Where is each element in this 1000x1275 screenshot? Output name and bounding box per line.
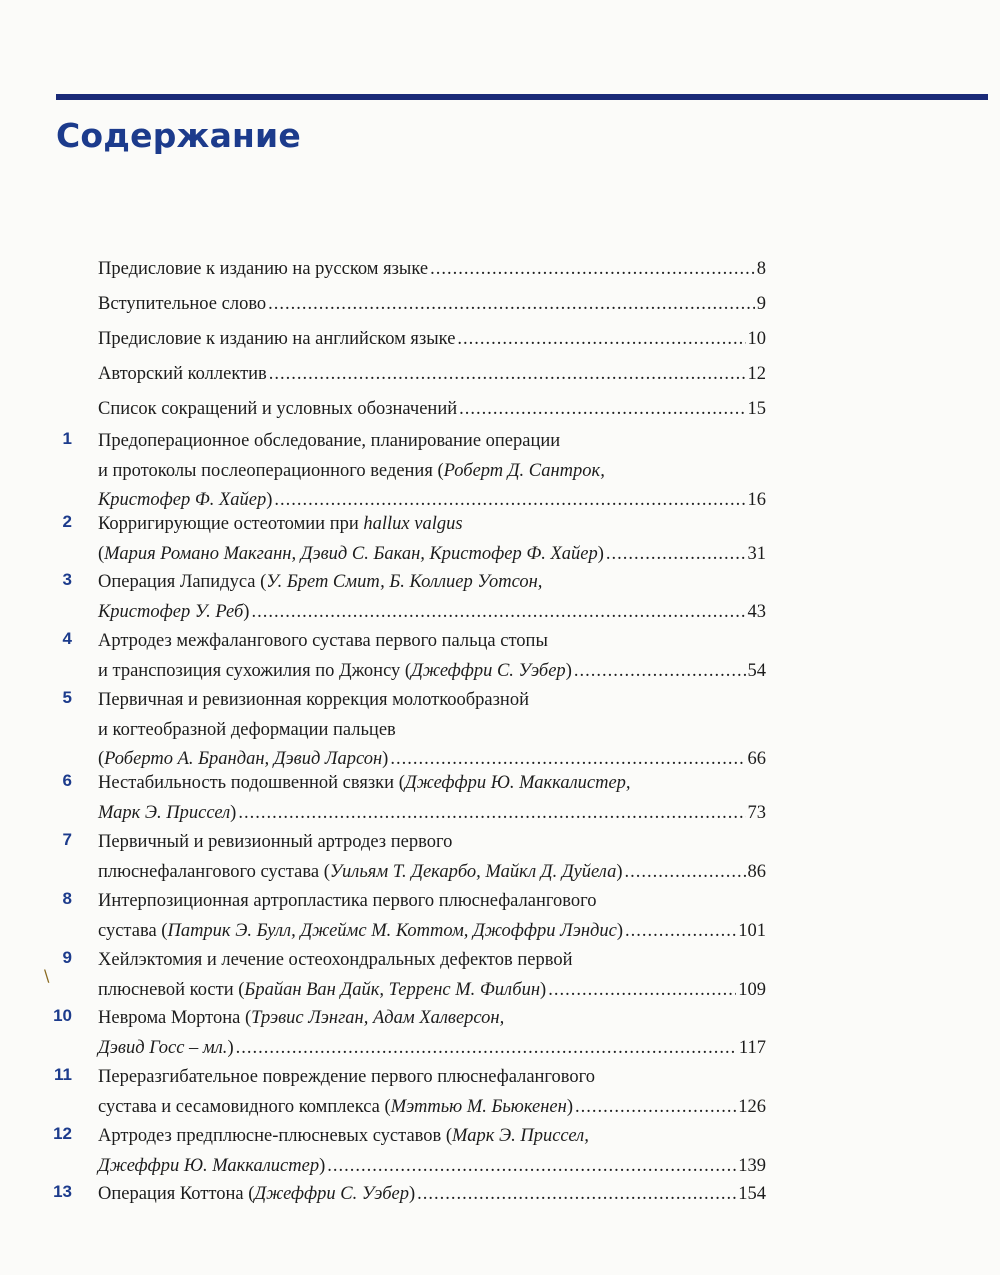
- chapter-number: 2: [62, 512, 72, 531]
- entry-line-text: [98, 657, 572, 687]
- entry-last-line: [98, 1180, 766, 1210]
- entry-line: [98, 1063, 766, 1093]
- entry-line-text: [98, 325, 455, 355]
- entry-title: [98, 769, 766, 828]
- chapter-number: 11: [54, 1065, 72, 1084]
- entry-title: [98, 828, 766, 887]
- page-number: 154: [738, 1184, 766, 1204]
- entry-text: Предисловие к изданию на русском языке: [98, 259, 429, 279]
- entry-text: ): [616, 861, 623, 882]
- entry-text: Предисловие к изданию на английском языке: [98, 329, 456, 349]
- entry-text: плюснефалангового сустава (: [98, 861, 330, 882]
- entry-authors: Джеффри С. Уэбер: [411, 660, 566, 681]
- entry-line: [98, 1122, 766, 1152]
- entry-text: Предоперационное обследование, планирование операции: [98, 431, 561, 451]
- entry-text: Неврома Мортона (: [98, 1008, 252, 1028]
- entry-title: [98, 510, 766, 569]
- page-number: 8: [756, 259, 766, 279]
- dot-leader: [430, 255, 755, 285]
- entry-last-line: [98, 917, 766, 947]
- entry-text: Интерпозиционная артропластика первого плюснефалангового: [98, 891, 597, 911]
- entry-authors: hallux valgus: [363, 514, 463, 534]
- entry-text: (: [98, 749, 105, 769]
- chapter-number: 10: [53, 1006, 72, 1025]
- entry-line-text: [98, 976, 546, 1006]
- entry-authors: Марк Э. Приссел: [98, 802, 231, 823]
- page-number: 16: [747, 490, 766, 510]
- entry-last-line: [98, 1093, 766, 1123]
- dot-leader: [251, 598, 745, 628]
- entry-last-line: [98, 540, 766, 570]
- page-number: 139: [738, 1155, 766, 1176]
- entry-line: [98, 510, 766, 540]
- chapter-number: 4: [62, 629, 72, 648]
- entry-title: [98, 568, 766, 627]
- entry-title: [98, 627, 766, 686]
- entry-title: [98, 1063, 766, 1122]
- entry-text: ): [540, 979, 547, 1000]
- page-number: 126: [738, 1096, 766, 1117]
- entry-text: сустава (: [98, 920, 168, 941]
- page-number: 66: [747, 749, 766, 769]
- dot-leader: [268, 290, 755, 320]
- margin-mark: \: [44, 966, 50, 985]
- entry-authors: Дэвид Госс – мл.: [98, 1037, 228, 1058]
- entry-line-text: [98, 1152, 325, 1182]
- entry-text: ): [230, 802, 237, 823]
- entry-authors: Уильям Т. Декарбо, Майкл Д. Дуйела: [329, 861, 617, 882]
- entry-text: ): [408, 1184, 416, 1204]
- entry-line-text: [98, 799, 236, 829]
- entry-authors: Кристофер Ф. Хайер: [98, 490, 267, 510]
- entry-text: Список сокращений и условных обозначений: [98, 399, 458, 419]
- entry-authors: Джеффри Ю. Маккалистер,: [404, 773, 631, 793]
- entry-title: [98, 395, 766, 425]
- entry-title: [98, 427, 766, 516]
- entry-text: Нестабильность подошвенной связки (: [98, 773, 405, 793]
- entry-last-line: [98, 255, 766, 285]
- page-number: 12: [747, 364, 766, 384]
- page-title: Содержание: [56, 116, 301, 155]
- entry-text: Операция Коттона (: [98, 1184, 255, 1204]
- entry-title: [98, 360, 766, 390]
- chapter-number: 9: [62, 948, 72, 967]
- entry-line-text: [98, 360, 267, 390]
- dot-leader: [548, 976, 736, 1006]
- dot-leader: [625, 858, 746, 888]
- entry-line: [98, 686, 766, 716]
- chapter-number: 12: [53, 1124, 72, 1143]
- entry-last-line: [98, 290, 766, 320]
- chapter-number: 5: [62, 688, 72, 707]
- entry-authors: Трэвис Лэнган, Адам Халверсон,: [251, 1008, 505, 1028]
- entry-text: Переразгибательное повреждение первого плюснефалангового: [98, 1067, 596, 1087]
- chapter-number: 13: [53, 1182, 72, 1201]
- entry-line: [98, 716, 766, 746]
- entry-line: [98, 828, 766, 858]
- entry-text: Операция Лапидуса (: [98, 572, 267, 592]
- entry-line-text: [98, 540, 604, 570]
- dot-leader: [606, 540, 746, 570]
- entry-title: [98, 1122, 766, 1181]
- entry-last-line: [98, 799, 766, 829]
- entry-last-line: [98, 1152, 766, 1182]
- entry-text: и транспозиция сухожилия по Джонсу (: [98, 660, 412, 681]
- chapter-number: 8: [62, 889, 72, 908]
- page-number: 73: [747, 802, 766, 823]
- entry-text: и когтеобразной деформации пальцев: [98, 719, 396, 740]
- dot-leader: [269, 360, 746, 390]
- page-number: 86: [747, 861, 766, 882]
- entry-text: Авторский коллектив: [98, 364, 267, 384]
- entry-line-text: [98, 917, 623, 947]
- entry-text: (: [98, 543, 105, 564]
- entry-title: [98, 887, 766, 946]
- entry-line: [98, 769, 766, 799]
- dot-leader: [625, 917, 736, 947]
- entry-text: сустава и сесамовидного комплекса (: [98, 1096, 391, 1117]
- chapter-number: 3: [62, 570, 72, 589]
- entry-text: ): [243, 601, 250, 622]
- header-rule: [56, 94, 988, 100]
- dot-leader: [417, 1180, 736, 1210]
- dot-leader: [574, 657, 746, 687]
- entry-authors: Мэттью М. Бьюкенен: [390, 1096, 567, 1117]
- dot-leader: [459, 395, 745, 425]
- entry-line-text: [98, 290, 266, 320]
- entry-last-line: [98, 976, 766, 1006]
- entry-text: Первичный и ревизионный артродез первого: [98, 832, 453, 852]
- entry-text: Первичная и ревизионная коррекция молоткообразной: [98, 690, 529, 710]
- dot-leader: [238, 799, 745, 829]
- entry-authors: Кристофер У. Реб: [98, 601, 244, 622]
- entry-text: ): [382, 749, 389, 769]
- entry-text: Артродез предплюсне-плюсневых суставов (: [98, 1126, 453, 1146]
- entry-line-text: [98, 858, 623, 888]
- entry-text: Корригирующие остеотомии при: [98, 514, 364, 534]
- entry-line-text: [98, 598, 249, 628]
- entry-text: ): [266, 490, 273, 510]
- entry-authors: Брайан Ван Дайк, Терренс М. Филбин: [244, 979, 541, 1000]
- page-number: 43: [747, 601, 766, 622]
- dot-leader: [327, 1152, 736, 1182]
- entry-last-line: [98, 858, 766, 888]
- page-number: 54: [747, 660, 766, 681]
- dot-leader: [236, 1034, 737, 1064]
- entry-line: [98, 457, 766, 487]
- entry-text: ): [319, 1155, 326, 1176]
- entry-title: [98, 686, 766, 775]
- entry-line: [98, 946, 766, 976]
- entry-title: [98, 290, 766, 320]
- entry-line: [98, 1004, 766, 1034]
- page-number: 9: [756, 294, 766, 314]
- entry-title: [98, 1004, 766, 1063]
- entry-text: ): [566, 1096, 573, 1117]
- entry-last-line: [98, 395, 766, 425]
- entry-last-line: [98, 598, 766, 628]
- chapter-number: 7: [62, 830, 72, 849]
- dot-leader: [575, 1093, 736, 1123]
- entry-last-line: [98, 1034, 766, 1064]
- page-number: 10: [747, 329, 766, 349]
- entry-authors: Патрик Э. Булл, Джеймс М. Коттом, Джоффри Лэндис: [167, 920, 617, 941]
- entry-text: ): [597, 543, 604, 564]
- entry-text: Артродез межфалангового сустава первого пальца стопы: [98, 631, 548, 651]
- chapter-number: 6: [62, 771, 72, 790]
- entry-last-line: [98, 657, 766, 687]
- entry-line-text: [98, 1034, 234, 1064]
- entry-text: ): [616, 920, 624, 941]
- chapter-number: 1: [62, 429, 72, 448]
- entry-authors: У. Брет Смит, Б. Коллиер Уотсон,: [266, 572, 543, 592]
- entry-line: [98, 627, 766, 657]
- entry-title: [98, 255, 766, 285]
- entry-text: и протоколы послеоперационного ведения (: [98, 460, 444, 481]
- entry-text: плюсневой кости (: [98, 979, 245, 1000]
- entry-title: [98, 325, 766, 355]
- page-number: 117: [738, 1037, 766, 1058]
- entry-text: Вступительное слово: [98, 294, 267, 314]
- entry-title: [98, 946, 766, 1005]
- entry-text: ): [565, 660, 572, 681]
- entry-text: ): [227, 1037, 234, 1058]
- page-number: 109: [738, 979, 766, 1000]
- entry-authors: Роберт Д. Сантрок,: [443, 460, 605, 481]
- page-number: 31: [747, 543, 766, 564]
- page-number: 15: [747, 399, 766, 419]
- entry-authors: Джеффри Ю. Маккалистер: [98, 1155, 320, 1176]
- entry-authors: Джеффри С. Уэбер: [254, 1184, 409, 1204]
- entry-last-line: [98, 325, 766, 355]
- entry-text: Хейлэктомия и лечение остеохондральных дефектов первой: [98, 950, 573, 970]
- entry-line-text: [98, 1093, 573, 1123]
- entry-authors: Мария Романо Макганн, Дэвид С. Бакан, Кристофер Ф. Хайер: [104, 543, 598, 564]
- entry-title: [98, 1180, 766, 1210]
- entry-authors: Марк Э. Приссел,: [452, 1126, 589, 1146]
- entry-line-text: [98, 255, 428, 285]
- entry-last-line: [98, 360, 766, 390]
- page-number: 101: [738, 920, 766, 941]
- entry-line: [98, 427, 766, 457]
- entry-line-text: [98, 1180, 415, 1210]
- dot-leader: [457, 325, 745, 355]
- entry-line: [98, 568, 766, 598]
- entry-authors: Роберто А. Брандан, Дэвид Ларсон: [104, 749, 383, 769]
- entry-line: [98, 887, 766, 917]
- entry-line-text: [98, 395, 457, 425]
